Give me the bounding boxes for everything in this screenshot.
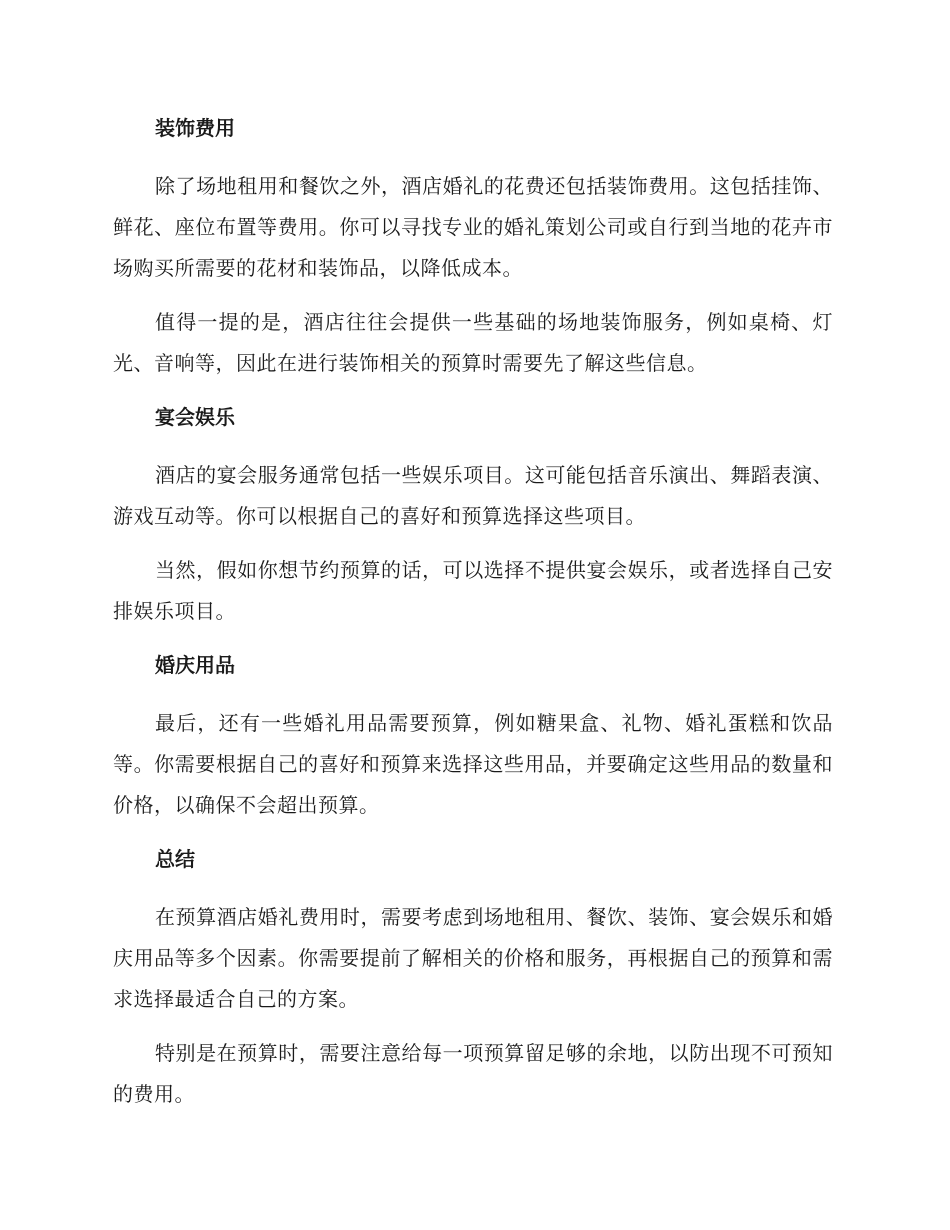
paragraph: 除了场地租用和餐饮之外，酒店婚礼的花费还包括装饰费用。这包括挂饰、鲜花、座位布置等费用。你可以寻找专业的婚礼策划公司或自行到当地的花卉市场购买所需要的花材和装饰品，以降低成本。 xyxy=(113,174,833,280)
section-heading-entertainment: 宴会娱乐 xyxy=(155,405,235,429)
paragraph: 最后，还有一些婚礼用品需要预算，例如糖果盒、礼物、婚礼蛋糕和饮品等。你需要根据自己的喜好和预算来选择这些用品，并要确定这些用品的数量和价格，以确保不会超出预算。 xyxy=(113,711,833,817)
section-heading-wedding-supplies: 婚庆用品 xyxy=(155,653,235,677)
paragraph: 特别是在预算时，需要注意给每一项预算留足够的余地，以防出现不可预知的费用。 xyxy=(113,1041,833,1106)
paragraph: 当然，假如你想节约预算的话，可以选择不提供宴会娱乐，或者选择自己安排娱乐项目。 xyxy=(113,558,833,623)
paragraph: 值得一提的是，酒店往往会提供一些基础的场地装饰服务，例如桌椅、灯光、音响等，因此在进行装饰相关的预算时需要先了解这些信息。 xyxy=(113,310,833,375)
paragraph: 酒店的宴会服务通常包括一些娱乐项目。这可能包括音乐演出、舞蹈表演、游戏互动等。你可以根据自己的喜好和预算选择这些项目。 xyxy=(113,463,833,528)
document-page xyxy=(113,108,833,1115)
paragraph: 在预算酒店婚礼费用时，需要考虑到场地租用、餐饮、装饰、宴会娱乐和婚庆用品等多个因素。你需要提前了解相关的价格和服务，再根据自己的预算和需求选择最适合自己的方案。 xyxy=(113,905,833,1011)
section-heading-summary: 总结 xyxy=(155,847,195,871)
section-heading-decoration: 装饰费用 xyxy=(155,116,235,140)
